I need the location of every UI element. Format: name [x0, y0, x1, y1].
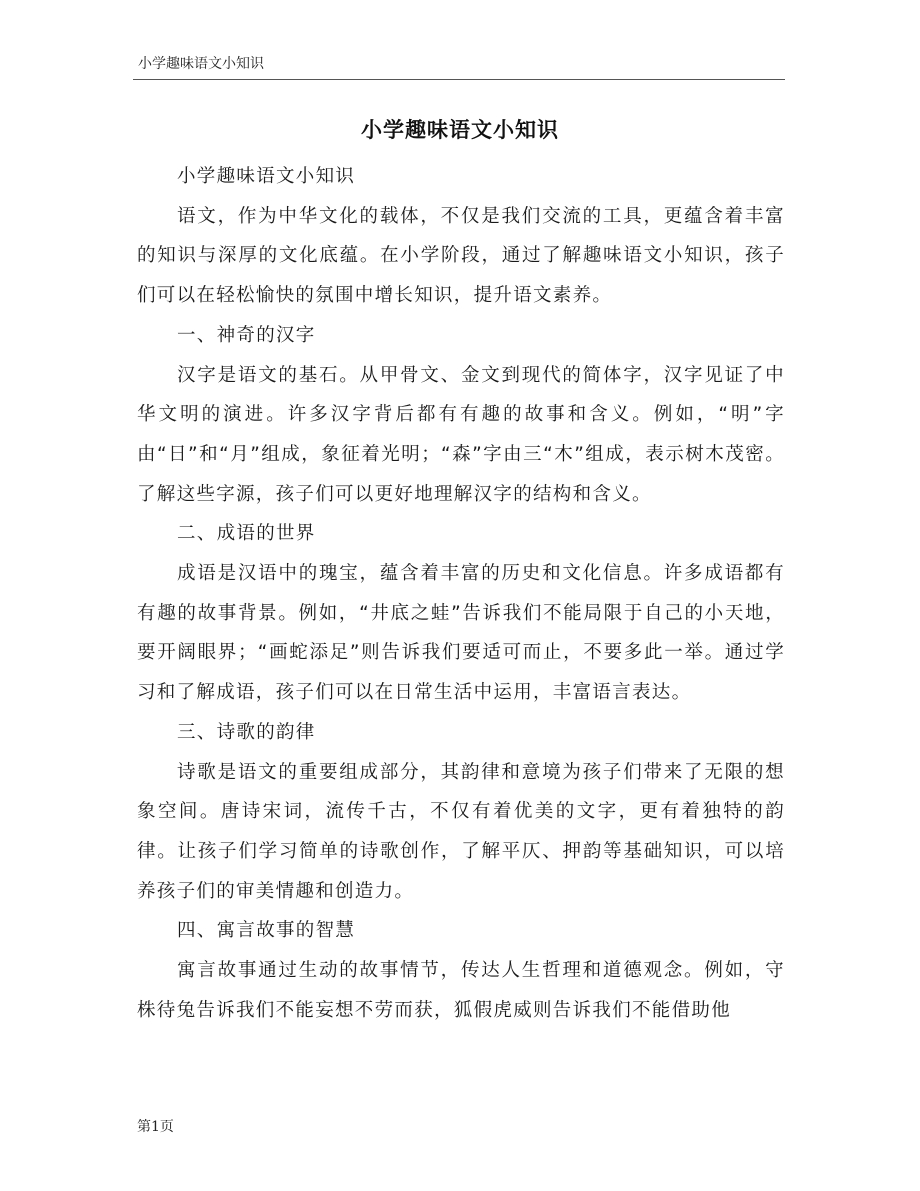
section-heading-idioms: 二、成语的世界: [177, 523, 316, 545]
running-header: 小学趣味语文小知识: [138, 56, 264, 72]
document-title: 小学趣味语文小知识: [361, 117, 559, 142]
page-number: 第1页: [137, 1119, 174, 1135]
section-heading-hanzi: 一、神奇的汉字: [177, 324, 316, 346]
intro-paragraph: 语文，作为中华文化的载体，不仅是我们交流的工具，更蕴含着丰富的知识与深厚的文化底蕴。在小学阶段，通过了解趣味语文小知识，孩子们可以在轻松愉快的氛围中增长知识，提升语文素养。: [137, 205, 785, 307]
idioms-paragraph: 成语是汉语中的瑰宝，蕴含着丰富的历史和文化信息。许多成语都有有趣的故事背景。例如，“井底之蛙”告诉我们不能局限于自己的小天地，要开阔眼界；“画蛇添足”则告诉我们要适可而止，不要多此一举。通过学习和了解成语，孩子们可以在日常生活中运用，丰富语言表达。: [137, 563, 785, 704]
header-divider: [133, 79, 785, 80]
section-heading-fables: 四、寓言故事的智慧: [177, 920, 356, 942]
section-heading-poetry: 三、诗歌的韵律: [177, 721, 316, 743]
document-body: [137, 157, 785, 1030]
fables-paragraph: 寓言故事通过生动的故事情节，传达人生哲理和道德观念。例如，守株待兔告诉我们不能妄想不劳而获，狐假虎威则告诉我们不能借助他: [137, 960, 785, 1021]
subtitle-paragraph: 小学趣味语文小知识: [177, 166, 356, 187]
poetry-paragraph: 诗歌是语文的重要组成部分，其韵律和意境为孩子们带来了无限的想象空间。唐诗宋词，流传千古，不仅有着优美的文字，更有着独特的韵律。让孩子们学习简单的诗歌创作，了解平仄、押韵等基础知识，可以培养孩子们的审美情趣和创造力。: [137, 761, 785, 902]
hanzi-paragraph: 汉字是语文的基石。从甲骨文、金文到现代的简体字，汉字见证了中华文明的演进。许多汉字背后都有有趣的故事和含义。例如，“明”字由“日”和“月”组成，象征着光明；“森”字由三“木”组成，表示树木茂密。了解这些字源，孩子们可以更好地理解汉字的结构和含义。: [137, 364, 785, 505]
